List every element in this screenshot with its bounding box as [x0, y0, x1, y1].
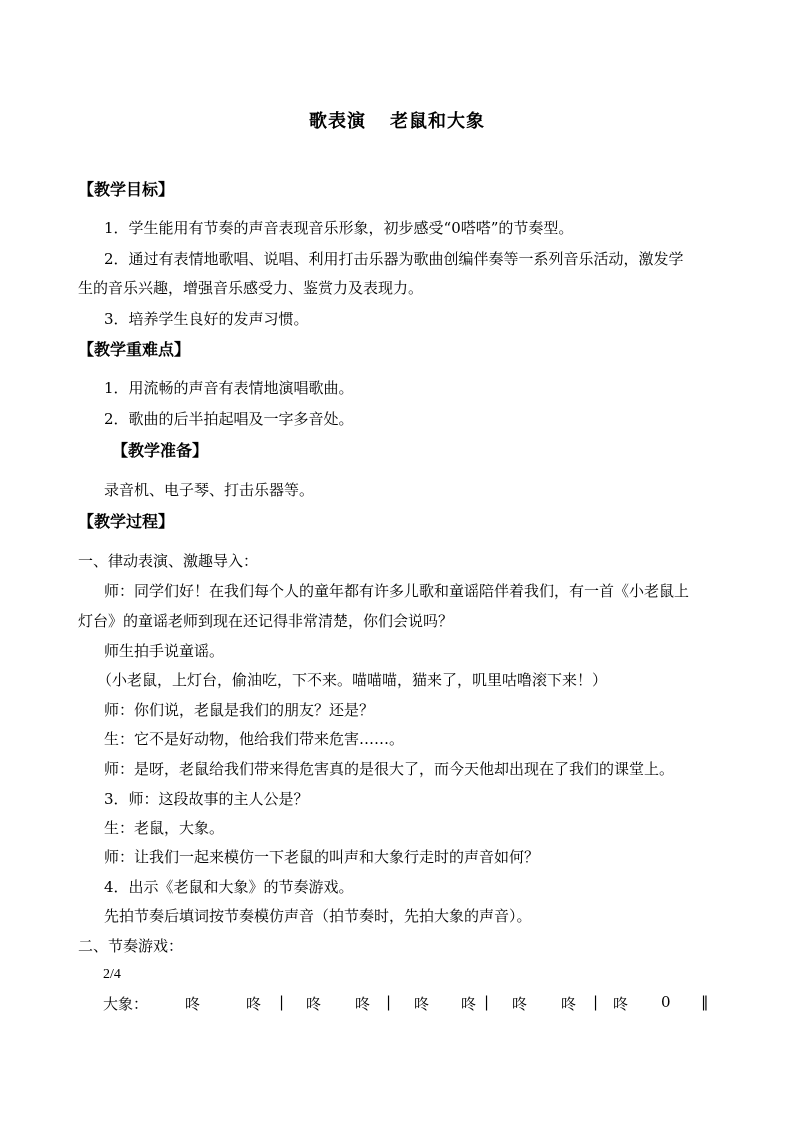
rhythm-beat: 咚	[246, 995, 262, 1013]
bar-line: |	[279, 993, 285, 1011]
goal-item-continued: 生的音乐兴趣，增强音乐感受力、鉴赏力及表现力。	[78, 279, 424, 297]
rhythm-row-elephant	[103, 993, 723, 1013]
process-line: 生：老鼠，大象。	[104, 819, 225, 837]
process-line: 3．师：这段故事的主人公是？	[104, 790, 309, 808]
rhythm-beat: 咚	[355, 995, 371, 1013]
process-line: 灯台》的童谣老师到现在还记得非常清楚，你们会说吗？	[78, 612, 454, 630]
section-heading-goals: 【教学目标】	[78, 180, 175, 199]
rhythm-label: 大象：	[103, 995, 149, 1013]
section-heading-prep: 【教学准备】	[112, 441, 209, 460]
time-signature: 2/4	[103, 967, 121, 982]
bar-line: |	[484, 993, 490, 1011]
goal-item: 2．通过有表情地歌唱、说唱、利用打击乐器为歌曲创编伴奏等一系列音乐活动，激发学	[104, 250, 684, 268]
section-heading-difficulties: 【教学重难点】	[78, 340, 191, 359]
bar-line: |	[593, 993, 599, 1011]
page-title	[0, 107, 794, 133]
rhythm-beat: 咚	[185, 995, 201, 1013]
section-heading-process: 【教学过程】	[78, 512, 175, 531]
process-line: 师：让我们一起来模仿一下老鼠的叫声和大象行走时的声音如何？	[104, 848, 540, 866]
process-line: 生：它不是好动物，他给我们带来危害……。	[104, 730, 405, 748]
rhythm-beat: 咚	[461, 995, 477, 1013]
process-line: （小老鼠，上灯台，偷油吃，下不来。喵喵喵，猫来了，叽里咕噜滚下来！）	[97, 671, 608, 689]
process-line: 师：同学们好！在我们每个人的童年都有许多儿歌和童谣陪伴着我们，有一首《小老鼠上	[104, 582, 690, 600]
process-line: 4．出示《老鼠和大象》的节奏游戏。	[104, 878, 354, 896]
prep-text: 录音机、电子琴、打击乐器等。	[104, 481, 315, 499]
process-subheading: 二、节奏游戏：	[78, 937, 184, 955]
rhythm-rest: 0	[661, 993, 671, 1011]
goal-item: 1．学生能用有节奏的声音表现音乐形象，初步感受“0嗒嗒”的节奏型。	[104, 219, 574, 237]
process-subheading: 一、律动表演、激趣导入：	[78, 552, 259, 570]
rhythm-beat: 咚	[306, 995, 322, 1013]
process-line: 师：是呀，老鼠给我们带来得危害真的是很大了，而今天他却出现在了我们的课堂上。	[104, 760, 675, 778]
title-part-2: 老鼠和大象	[390, 111, 485, 132]
final-bar-line: ‖	[701, 993, 709, 1011]
process-line: 先拍节奏后填词按节奏模仿声音（拍节奏时，先拍大象的声音）。	[104, 907, 532, 925]
difficulty-item: 2．歌曲的后半拍起唱及一字多音处。	[104, 410, 354, 428]
process-line: 师生拍手说童谣。	[104, 642, 225, 660]
process-line: 师：你们说，老鼠是我们的朋友？还是？	[104, 701, 375, 719]
rhythm-beat: 咚	[414, 995, 430, 1013]
bar-line: |	[386, 993, 392, 1011]
rhythm-beat: 咚	[512, 995, 528, 1013]
title-part-1: 歌表演	[309, 111, 366, 132]
rhythm-beat: 咚	[561, 995, 577, 1013]
goal-item: 3．培养学生良好的发声习惯。	[104, 310, 309, 328]
difficulty-item: 1．用流畅的声音有表情地演唱歌曲。	[104, 379, 354, 397]
rhythm-beat: 咚	[613, 995, 629, 1013]
